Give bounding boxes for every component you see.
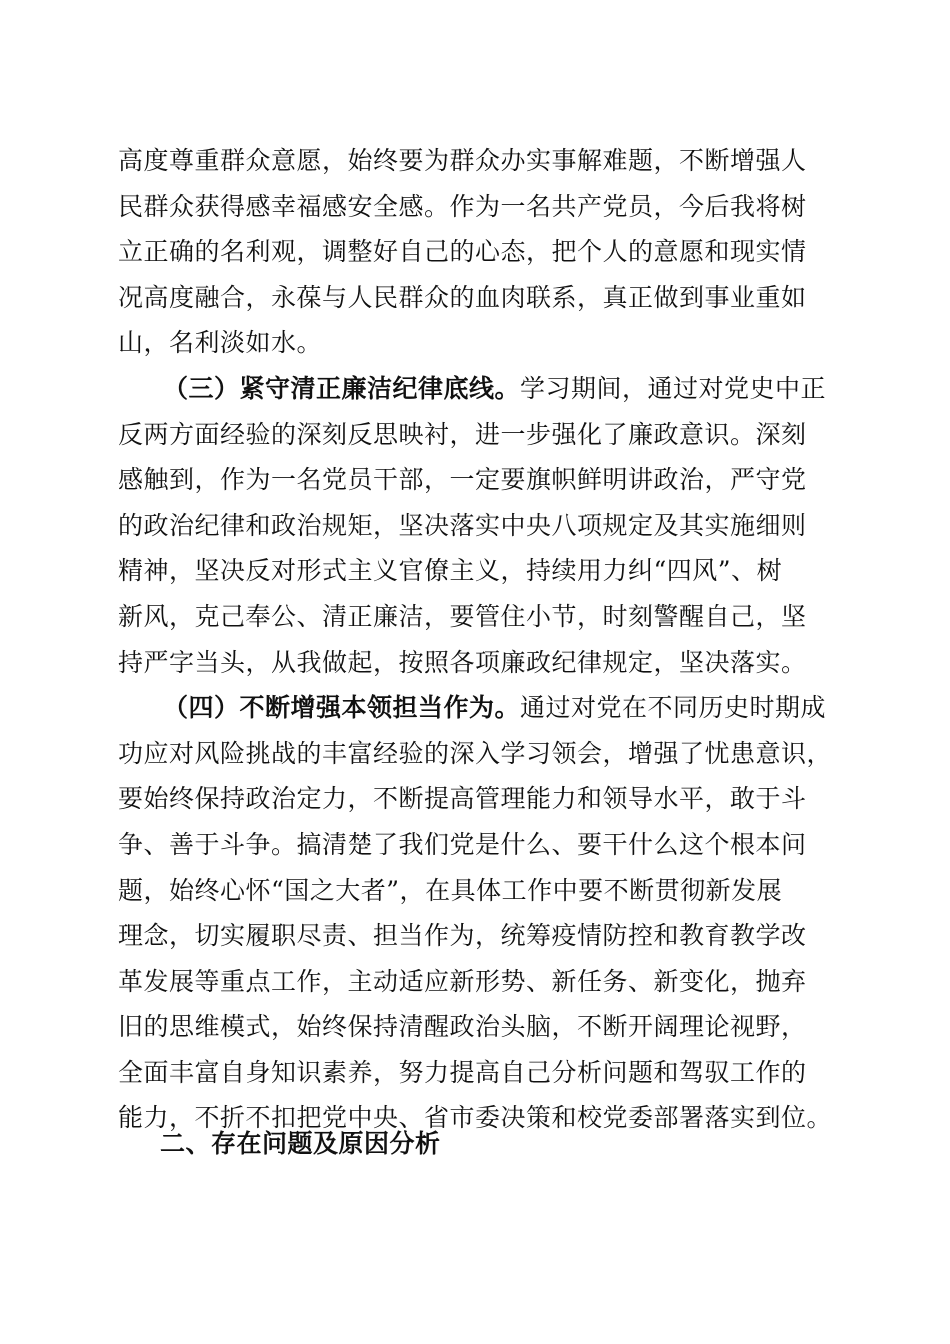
paragraph-3-line: 革发展等重点工作，主动适应新形势、新任务、新变化，抛弃 (118, 966, 807, 996)
paragraph-3-line: 理念，切实履职尽责、担当作为，统筹疫情防控和教育教学改 (118, 921, 807, 951)
paragraph-1-line: 山，名利淡如水。 (118, 328, 323, 358)
paragraph-3-line: 全面丰富自身知识素养，努力提高自己分析问题和驾驭工作的 (118, 1057, 807, 1087)
paragraph-3-first-line-text: 通过对党在不同历史时期成 (520, 693, 827, 723)
paragraph-3-line: 功应对风险挑战的丰富经验的深入学习领会，增强了忧患意识， (118, 738, 833, 768)
paragraph-2-line: 精神，坚决反对形式主义官僚主义，持续用力纠“四风”、树 (118, 556, 783, 586)
paragraph-3-line: 能力，不折不扣把党中央、省市委决策和校党委部署落实到位。 (118, 1103, 833, 1133)
paragraph-1-line: 高度尊重群众意愿，始终要为群众办实事解难题，不断增强人 (118, 146, 807, 175)
paragraph-2-first-line (118, 366, 838, 412)
paragraph-2-line: 持严字当头，从我做起，按照各项廉政纪律规定，坚决落实。 (118, 647, 807, 677)
paragraph-3-line: 旧的思维模式，始终保持清醒政治头脑，不断开阔理论视野， (118, 1012, 807, 1042)
paragraph-2-heading: （三）紧守清正廉洁纪律底线。 (163, 373, 521, 403)
paragraph-1-line: 况高度融合，永葆与人民群众的血肉联系，真正做到事业重如 (118, 282, 807, 312)
paragraph-2-first-line-text: 学习期间，通过对党史中正 (520, 373, 827, 403)
paragraph-2-line: 反两方面经验的深刻反思映衬，进一步强化了廉政意识。深刻 (118, 419, 807, 449)
paragraph-2-line: 新风，克己奉公、清正廉洁，要管住小节，时刻警醒自己，坚 (118, 601, 807, 631)
paragraph-3-line: 题，始终心怀“国之大者”，在具体工作中要不断贯彻新发展 (118, 875, 783, 905)
paragraph-3-first-line (118, 685, 838, 731)
paragraph-3-heading: （四）不断增强本领担当作为。 (163, 693, 521, 723)
paragraph-2-line: 的政治纪律和政治规矩，坚决落实中央八项规定及其实施细则 (118, 510, 807, 540)
paragraph-2 (118, 366, 838, 685)
paragraph-2-line: 感触到，作为一名党员干部，一定要旗帜鲜明讲政治，严守党 (118, 465, 807, 495)
paragraph-3 (118, 685, 838, 1141)
section-heading: 二、存在问题及原因分析 (160, 1129, 441, 1158)
document-body (118, 138, 838, 1141)
paragraph-3-line: 要始终保持政治定力，不断提高管理能力和领导水平，敢于斗 (118, 784, 807, 814)
paragraph-1 (118, 138, 838, 366)
paragraph-3-line: 争、善于斗争。搞清楚了我们党是什么、要干什么这个根本问 (118, 829, 807, 859)
paragraph-1-line: 立正确的名利观，调整好自己的心态，把个人的意愿和现实情 (118, 237, 807, 267)
paragraph-1-line: 民群众获得感幸福感安全感。作为一名共产党员，今后我将树 (118, 191, 807, 221)
